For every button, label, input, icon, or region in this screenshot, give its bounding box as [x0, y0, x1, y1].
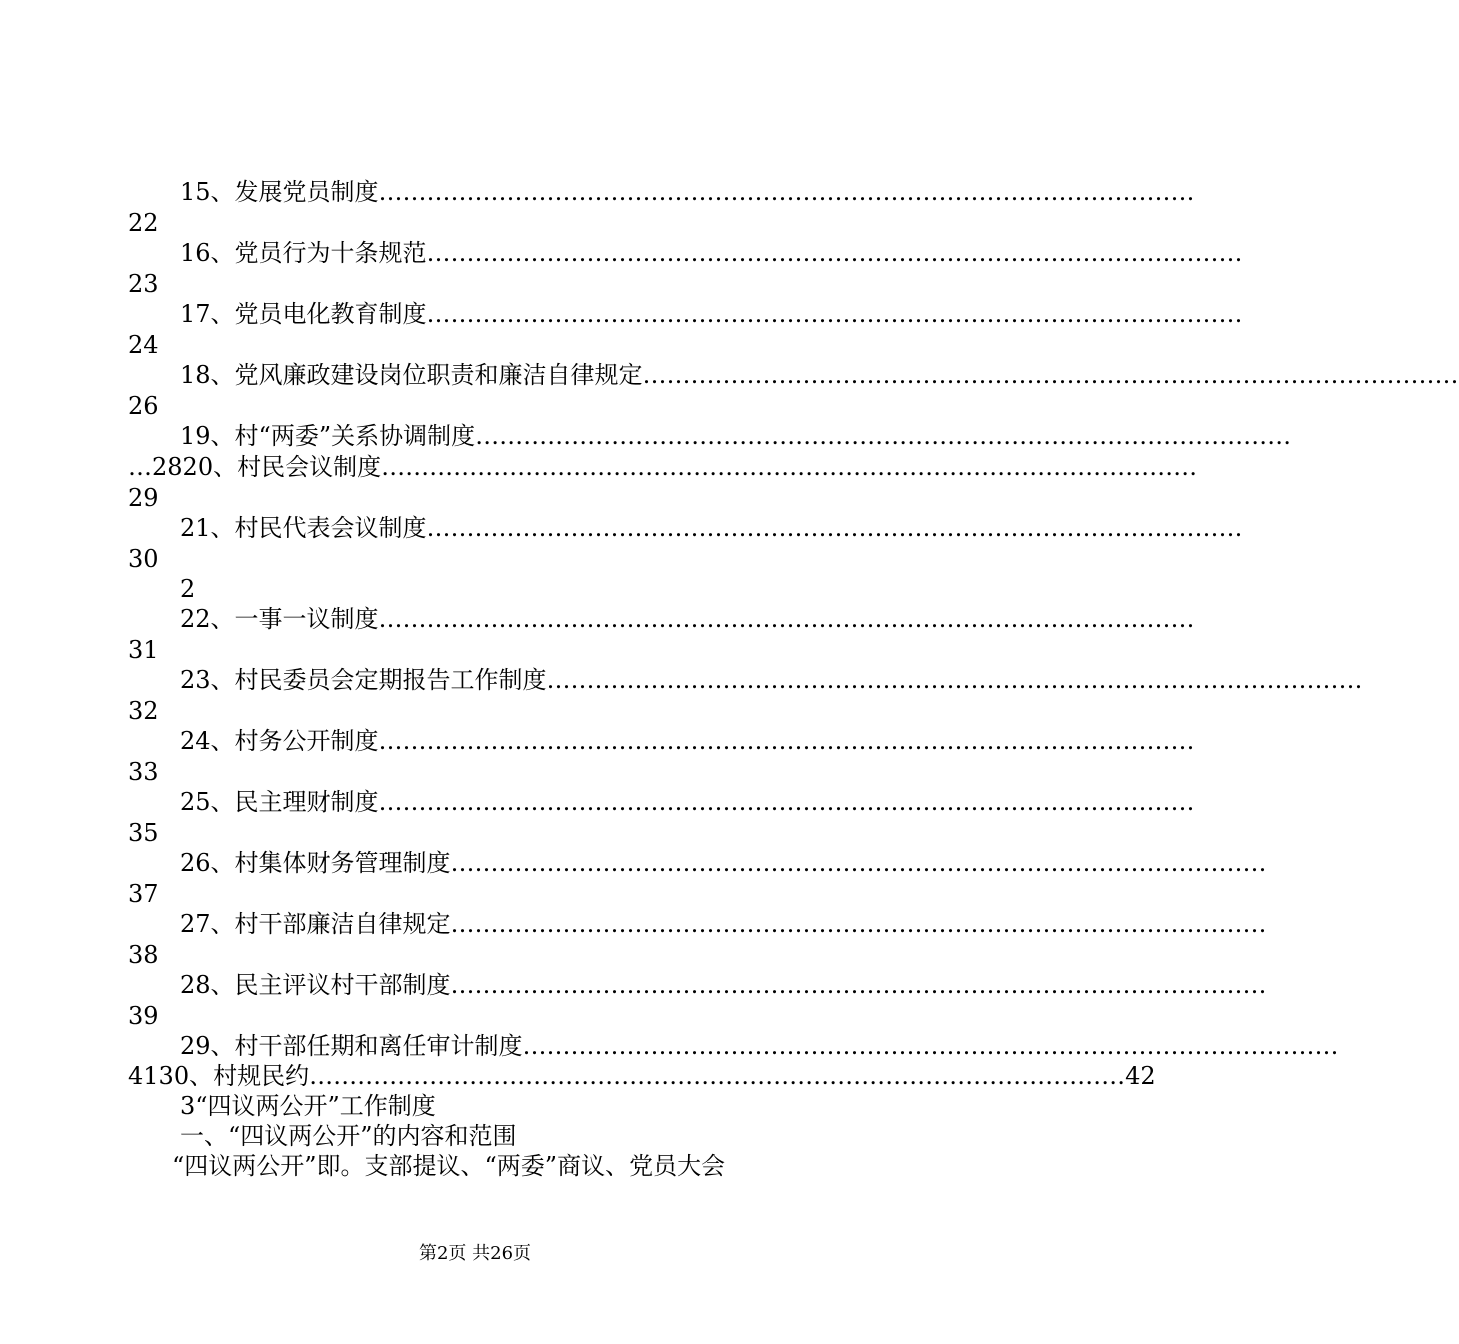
toc-leader-dots: …………………………………………………………………………………………: [378, 788, 1195, 816]
toc-page-number: 26: [128, 392, 159, 420]
toc-number: 19: [180, 422, 211, 450]
toc-page-number: 32: [128, 697, 159, 725]
toc-title: 民主理财制度: [234, 788, 379, 816]
toc-page-number: 38: [128, 941, 159, 969]
toc-leader-dots: …………………………………………………………………………………………: [426, 239, 1243, 267]
toc-number: 15: [180, 178, 211, 206]
toc-leader-dots: …………………………………………………………………………………………: [309, 1062, 1126, 1090]
toc-title: 村民会议制度: [237, 453, 382, 481]
toc-separator: 、: [210, 849, 235, 877]
toc-title: 党风廉政建设岗位职责和廉洁自律规定: [234, 361, 643, 389]
toc-title: 村干部廉洁自律规定: [234, 910, 451, 938]
toc-title: 村民委员会定期报告工作制度: [234, 666, 547, 694]
toc-entry-22: [128, 604, 1195, 634]
toc-entry-25: [128, 787, 1195, 817]
toc-leader-dots: …………………………………………………………………………………………: [378, 605, 1195, 633]
toc-leader-dots: …………………………………………………………………………………………: [378, 178, 1195, 206]
toc-page-number: 23: [128, 270, 159, 298]
toc-title: 村规民约: [213, 1062, 310, 1090]
toc-leader-dots: …………………………………………………………………………………………: [426, 514, 1243, 542]
toc-leader-dots: …………………………………………………………………………………………: [450, 849, 1267, 877]
toc-separator: 、: [210, 666, 235, 694]
toc-separator: 、: [210, 300, 235, 328]
toc-number: 21: [180, 514, 211, 542]
toc-leader-dots: …………………………………………………………………………………………: [426, 300, 1243, 328]
toc-number: 22: [180, 605, 211, 633]
toc-entry-19: [128, 421, 1292, 451]
toc-title: 一事一议制度: [234, 605, 379, 633]
toc-entry-24: [128, 726, 1195, 756]
toc-entry-29: [128, 1031, 1339, 1061]
toc-separator: 、: [210, 788, 235, 816]
toc-leader-dots: …………………………………………………………………………………………: [522, 1032, 1339, 1060]
toc-number: 17: [180, 300, 211, 328]
page-footer: 第2页 共26页: [418, 1243, 532, 1264]
toc-number: 27: [180, 910, 211, 938]
toc-page-number: 30: [128, 545, 159, 573]
toc-separator: 、: [210, 727, 235, 755]
toc-carried-page: 41: [128, 1062, 159, 1090]
toc-page-number: 29: [128, 484, 159, 512]
toc-separator: 、: [210, 178, 235, 206]
toc-separator: 、: [210, 361, 235, 389]
section-title: 一、“四议两公开”的内容和范围: [180, 1122, 517, 1150]
toc-number: 18: [180, 361, 211, 389]
stray-page-mark: 2: [180, 575, 196, 603]
toc-leader-dots: …………………………………………………………………………………………: [642, 361, 1459, 389]
toc-title: 党员行为十条规范: [234, 239, 427, 267]
toc-separator: 、: [210, 239, 235, 267]
toc-page-number: 22: [128, 209, 159, 237]
toc-number: 20: [182, 453, 214, 481]
toc-entry-16: [128, 238, 1243, 268]
toc-number: 24: [180, 727, 211, 755]
paragraph-text: “四议两公开”即。支部提议、“两委”商议、党员大会: [172, 1152, 726, 1180]
toc-entry-28: [128, 970, 1267, 1000]
toc-entry-18: [128, 360, 1459, 390]
toc-entry-17: [128, 299, 1243, 329]
toc-page-number: 24: [128, 331, 159, 359]
toc-number: 26: [180, 849, 211, 877]
toc-leader-dots: …………………………………………………………………………………………: [378, 727, 1195, 755]
toc-separator: 、: [210, 1032, 235, 1060]
toc-entry-26: [128, 848, 1267, 878]
toc-number: 29: [180, 1032, 211, 1060]
toc-separator: 、: [210, 971, 235, 999]
toc-leader-dots: …………………………………………………………………………………………: [546, 666, 1363, 694]
toc-entry-21: [128, 513, 1243, 543]
toc-number: 30: [158, 1062, 190, 1090]
toc-entry-23: [128, 665, 1363, 695]
toc-separator: 、: [210, 605, 235, 633]
toc-carried-page: …28: [128, 453, 183, 481]
toc-separator: 、: [213, 453, 238, 481]
toc-title: 村干部任期和离任审计制度: [234, 1032, 523, 1060]
toc-number: 28: [180, 971, 211, 999]
toc-entry-20: [128, 452, 1198, 482]
toc-entry-15: [128, 177, 1195, 207]
toc-leader-dots: …………………………………………………………………………………………: [450, 910, 1267, 938]
heading-line: 3“四议两公开”工作制度: [180, 1092, 436, 1120]
toc-leader-dots: …………………………………………………………………………………………: [450, 971, 1267, 999]
toc-title: 民主评议村干部制度: [234, 971, 451, 999]
toc-separator: 、: [189, 1062, 214, 1090]
toc-title: 发展党员制度: [234, 178, 379, 206]
toc-page-number: 35: [128, 819, 159, 847]
toc-title: 村集体财务管理制度: [234, 849, 451, 877]
toc-number: 16: [180, 239, 211, 267]
toc-separator: 、: [210, 910, 235, 938]
toc-separator: 、: [210, 422, 235, 450]
toc-leader-dots: …………………………………………………………………………………………: [381, 453, 1198, 481]
toc-page-number: 33: [128, 758, 159, 786]
toc-separator: 、: [210, 514, 235, 542]
toc-number: 23: [180, 666, 211, 694]
toc-page-number: 42: [1125, 1062, 1156, 1090]
toc-page-number: 31: [128, 636, 159, 664]
toc-page-number: 39: [128, 1002, 159, 1030]
toc-title: 党员电化教育制度: [234, 300, 427, 328]
toc-title: 村“两委”关系协调制度: [234, 422, 476, 450]
toc-entry-30: [128, 1061, 1156, 1091]
toc-title: 村务公开制度: [234, 727, 379, 755]
toc-number: 25: [180, 788, 211, 816]
toc-title: 村民代表会议制度: [234, 514, 427, 542]
toc-page-number: 37: [128, 880, 159, 908]
toc-leader-dots: …………………………………………………………………………………………: [475, 422, 1292, 450]
toc-entry-27: [128, 909, 1267, 939]
